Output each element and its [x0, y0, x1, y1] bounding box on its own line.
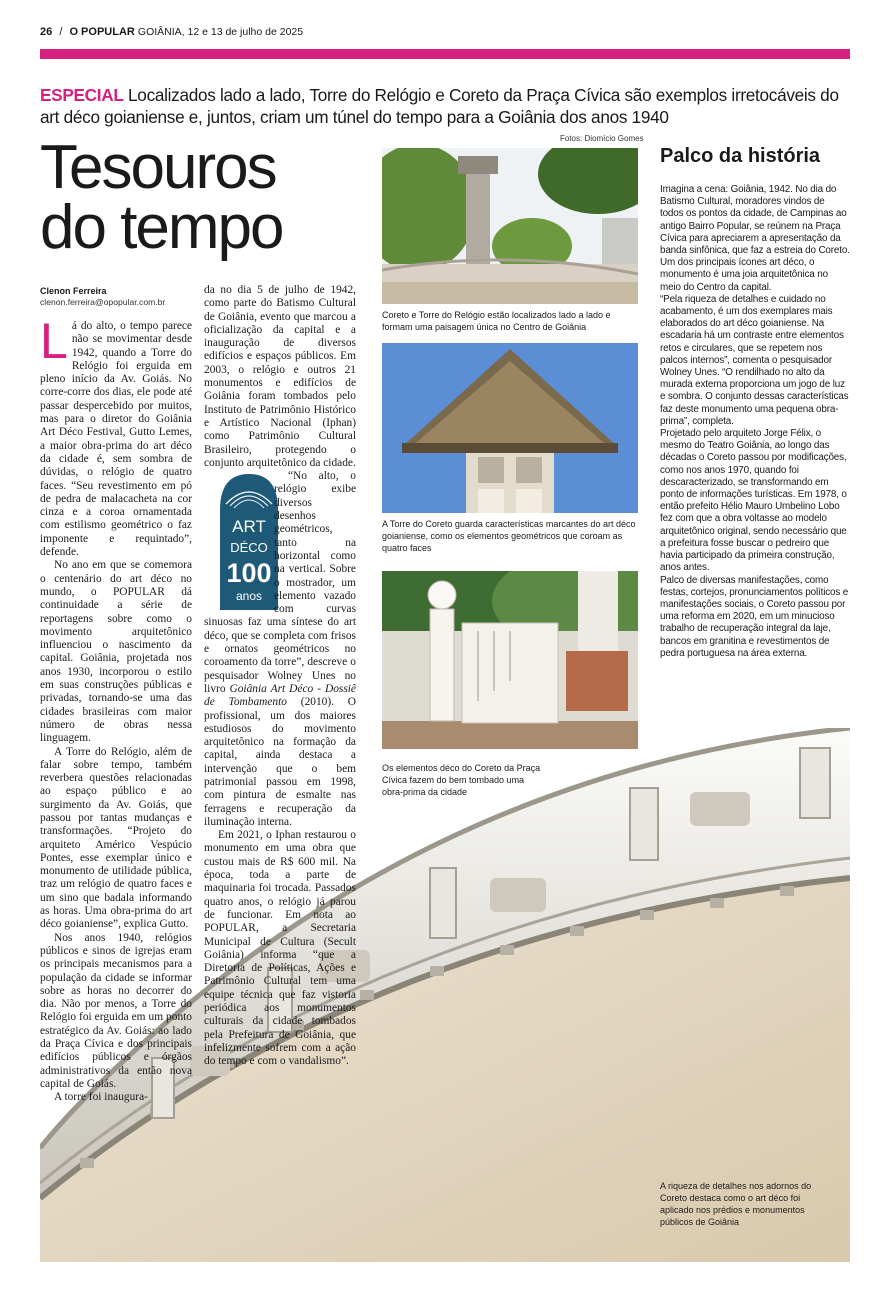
- article-paragraph-5: A torre foi inaugura-: [54, 1091, 148, 1104]
- newspaper-name: O POPULAR: [69, 26, 135, 38]
- headline-line-2: do tempo: [40, 193, 283, 262]
- sidebar-paragraph-3: Projetado pelo arquiteto Jorge Félix, o mesmo do Teatro Goiânia, ao longo das décadas o Coreto passou por modificações, como nos anos 1970, quando foi descaracterizado, se transformando em ponto de informações turísticas. Em 1978, o então prefeito Hélio Mauro Umbelino Lobo fez com que a obra voltasse ao modelo arquitetônico original, sendo necessário que a prefeitura fosse buscar o pedreiro que havia participado da primeira construção, anos antes.: [660, 428, 847, 574]
- photo-coreto-deco-elements: [382, 571, 638, 749]
- article-column-1: [40, 313, 192, 1105]
- section-color-bar: [40, 49, 850, 59]
- photo-2-illustration: [382, 343, 638, 513]
- page-header: [40, 26, 850, 46]
- logo-text-deco: DÉCO: [230, 540, 268, 556]
- caption-photo-2: A Torre do Coreto guarda características marcantes do art déco goianiense, como os elementos geométricos que coroam as quatro faces: [382, 519, 636, 553]
- page-number: 26: [40, 26, 53, 38]
- headline-line-1: Tesouros: [40, 133, 276, 202]
- edition-date: GOIÂNIA, 12 e 13 de julho de 2025: [137, 26, 304, 38]
- article-deck: [40, 84, 850, 128]
- deck-text: Localizados lado a lado, Torre do Relógio e Coreto da Praça Cívica são exemplos irretocáveis do art déco goianiense e, juntos, criam um túnel do tempo para a Goiânia dos anos 1940: [40, 85, 839, 127]
- article-paragraph-3: A Torre do Relógio, além de falar sobre tempo, também reverbera questões relacionadas ao espaço público e ao surgimento da Av. Goiás, que passou por tantas mudanças e transformações. “Projeto do arquiteto Américo Vespúcio Pontes, esse exemplar único e monumento de utilidade pública, traz um relógio de quatro faces e um sino que badala informando as horas. Uma obra-prima do art déco goianiense”, explica Gutto.: [40, 745, 192, 931]
- caption-photo-3: Os elementos déco do Coreto da Praça Cívica fazem do bem tombado uma obra-prima da cidade: [382, 763, 541, 797]
- photo-3-illustration: [382, 571, 638, 749]
- drop-cap: L: [40, 313, 68, 369]
- article-paragraph-7a: “No alto, o relógio exibe diversos desenhos geométricos, tanto na horizontal como na vertical. Sobre o mostrador, um elemento vazado com curvas sinuosas faz uma síntese do art déco, que se completa com frisos e ornatos geométricos no coroamento da torre”, descreve o pesquisador Wolney Unes no livro: [204, 470, 356, 695]
- byline-author: Clenon Ferreira: [40, 286, 107, 296]
- photo-tower-top: [382, 343, 638, 513]
- sidebar-paragraph-2: “Pela riqueza de detalhes e cuidado no acabamento, é um dos exemplares mais elaborados do art déco goianiense. Na escadaria há um contraste entre elementos retos e circulares, que se repetem nos palcos internos”, comenta o pesquisador Wolney Unes. “O rendilhado no alto da murada externa proporciona um jogo de luz e sombra. O conjunto dessas características faz deste monumento uma pequena obra-prima”, completa.: [660, 293, 849, 427]
- photo-1-illustration: [382, 148, 638, 304]
- article-paragraph-2: No ano em que se comemora o centenário do art déco no mundo, o POPULAR dá continuidade a série de reportagens sobre como o movimento arquitetônico influenciou o nascimento da capital. Goiânia, projetada nos anos 1930, incorporou o estilo em suas construções públicas e privadas, tornando-se uma das cidades brasileiras com maior número de obras nessa linguagem.: [40, 559, 192, 745]
- book-title: Goiânia Art Déco - Dossiê de Tombamento: [204, 682, 356, 709]
- sidebar-body: [660, 184, 850, 660]
- article-column-2: [204, 284, 356, 1069]
- art-deco-logo-graphic: [216, 470, 282, 610]
- article-paragraph-4: Nos anos 1940, relógios públicos e sinos de igrejas eram os principais mecanismos para a população da cidade se informar sobre as horas no decorrer do dia. Não por menos, a Torre do Relógio foi erguida em um ponto estratégico da Av. Goiás: ao lado da Praça Cívica e dos principais edifícios públicos e órgãos administrativos da então nova capital de Goiás.: [40, 931, 192, 1090]
- sidebar-paragraph-4: Palco de diversas manifestações, como festas, cortejos, pronunciamentos políticos e manifestações sociais, o Coreto passou por uma reforma em 2020, em um minucioso trabalho de recuperação integral da laje, bancos em granitina e revestimentos de pedra portuguesa na área externa.: [660, 574, 849, 659]
- sidebar-paragraph-1: Imagina a cena: Goiânia, 1942. No dia do Batismo Cultural, moradores vindos de todos os pontos da cidade, de Campinas ao antigo Bairro Popular, se reúnem na Praça Cívica para apreciarem a apresentação da banda sinfônica, que faz a estreia do Coreto. Um dos principais ícones art déco, o monumento é uma joia arquitetônica no meio do Centro da capital.: [660, 184, 850, 293]
- logo-text-anos: anos: [235, 589, 263, 604]
- byline-email: clenon.ferreira@opopular.com.br: [40, 297, 166, 307]
- caption-photo-4: A riqueza de detalhes nos adornos do Coreto destaca como o art déco foi aplicado nos prédios e monumentos públicos de Goiânia: [660, 1181, 812, 1227]
- article-paragraph-6: da no dia 5 de julho de 1942, como parte do Batismo Cultural de Goiânia, evento que marcou a oficialização da capital e a inauguração de diversos edifícios e espaços públicos. Em 2003, o relógio e outros 21 monumentos e edifícios de Goiânia foram tombados pelo Instituto de Patrimônio Histórico e Artístico Nacional (Iphan) como Patrimônio Cultural Brasileiro, protegendo o conjunto arquitetônico da cidade.: [204, 284, 356, 469]
- headline: [40, 133, 370, 262]
- logo-text-100: 100: [226, 558, 272, 589]
- photo-credit: Fotos: Diomício Gomes: [560, 134, 644, 143]
- logo-text-art: ART: [232, 517, 266, 537]
- section-kicker: ESPECIAL: [40, 85, 124, 105]
- header-separator: /: [59, 26, 63, 38]
- photo-coreto-and-clock-tower: [382, 148, 638, 304]
- article-paragraph-8: Em 2021, o Iphan restaurou o monumento em uma obra que custou mais de R$ 600 mil. Na época, toda a parte de maquinaria foi trocada. Passados quatro anos, o relógio já parou de funcionar. Em nota ao POPULAR, a Secretaria Municipal de Cultura (Secult Goiânia) informa “que a Diretoria de Políticas, Ações e Patrimônio Cultural tem uma equipe técnica que faz vistoria periódica aos monumentos culturais da cidade tombados pela Prefeitura de Goiânia, que infelizmente sofrem com a ação do tempo e com o vandalismo”.: [204, 829, 356, 1068]
- article-paragraph-1: á do alto, o tempo parece não se movimentar desde 1942, quando a Torre do Relógio foi erguida em pleno início da Av. Goiás. No corre-corre dos dias, ele pode até passar despercebido por muitos, mas para o diretor do Goiânia Art Déco Festival, Gutto Lemes, a maior obra-prima do art déco da cidade é, sem sombra de dúvidas, o relógio de quatro faces. “Seu revestimento em pó de pedra de malacacheta na cor cinza e a coroa ornamentada com estilismo geométrico o faz imponente e requintado”, defende.: [40, 320, 192, 559]
- art-deco-100-anos-logo: [202, 470, 272, 610]
- caption-photo-1: Coreto e Torre do Relógio estão localizados lado a lado e formam uma paisagem única no Centro de Goiânia: [382, 310, 611, 332]
- sidebar-title: Palco da história: [660, 145, 821, 167]
- article-paragraph-7b: (2010). O profissional, um dos maiores estudiosos do movimento arquitetônico na formação da capital, ainda destaca a intervenção que o bem patrimonial passou em 1998, com pintura de esmalte nas ferragens e recuperação da iluminação interna.: [204, 696, 356, 828]
